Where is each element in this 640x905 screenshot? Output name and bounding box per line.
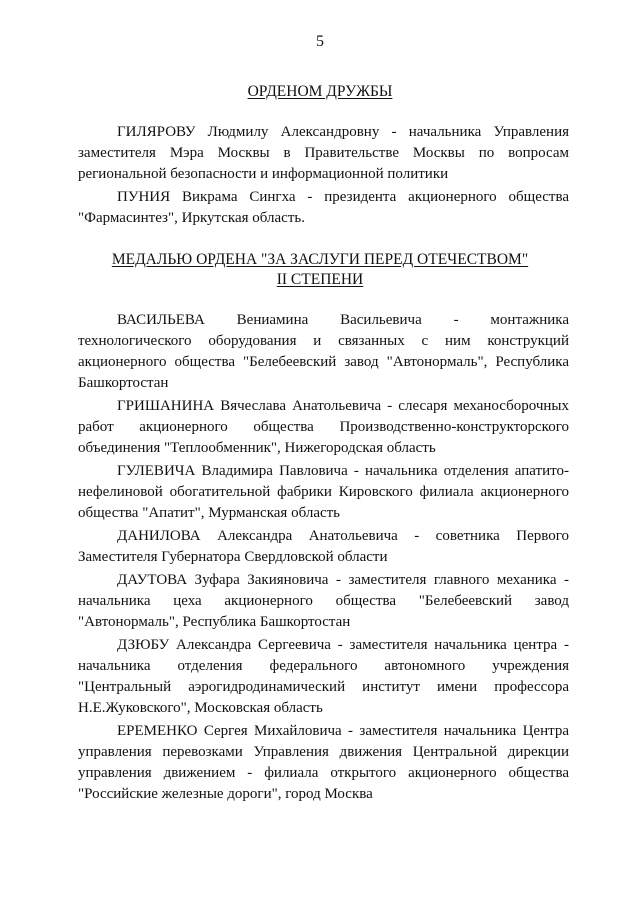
section-heading-medal-second-degree [0,250,640,290]
award-entry: ГРИШАНИНА Вячеслава Анатольевича - слесаря механосборочных работ акционерного общества Производственно-конструкторского объединения "Теплообменник", Нижегородская область [78,398,569,456]
award-entry: ГУЛЕВИЧА Владимира Павловича - начальника отделения апатито-нефелиновой обогатительной фабрики Кировского филиала акционерного общества "Апатит", Мурманская область [78,463,569,521]
award-entry: ПУНИЯ Викрама Сингха - президента акционерного общества "Фармасинтез", Иркутская область. [78,189,569,226]
heading-line: ОРДЕНОМ ДРУЖБЫ [247,83,393,100]
award-entry: ГИЛЯРОВУ Людмилу Александровну - начальника Управления заместителя Мэра Москвы в Правительстве Москвы по вопросам региональной безопасности и информационной политики [78,124,569,182]
section-heading-order-of-friendship [0,82,640,102]
heading-line: МЕДАЛЬЮ ОРДЕНА "ЗА ЗАСЛУГИ ПЕРЕД ОТЕЧЕСТВОМ" [111,251,529,268]
page-number: 5 [316,33,324,50]
heading-line: II СТЕПЕНИ [276,271,364,288]
section-order-of-friendship [78,122,569,231]
section-medal-second-degree [78,310,569,807]
award-entry: ДАНИЛОВА Александра Анатольевича - советника Первого Заместителя Губернатора Свердловской области [78,528,569,565]
award-entry: ЕРЕМЕНКО Сергея Михайловича - заместителя начальника Центра управления перевозками Управления движения Центральной дирекции управления движением - филиала открытого акционерного общества "Российские железные дороги", город Москва [78,723,569,802]
award-entry: ВАСИЛЬЕВА Вениамина Васильевича - монтажника технологического оборудования и связанных с ним конструкций акционерного общества "Белебеевский завод "Автонормаль", Республика Башкортостан [78,312,569,391]
award-entry: ДАУТОВА Зуфара Закияновича - заместителя главного механика - начальника цеха акционерного общества "Белебеевский завод "Автонормаль", Республика Башкортостан [78,572,569,630]
award-entry: ДЗЮБУ Александра Сергеевича - заместителя начальника центра - начальника отделения федерального автономного учреждения "Центральный аэрогидродинамический институт имени профессора Н.Е.Жуковского", Московская область [78,637,569,716]
